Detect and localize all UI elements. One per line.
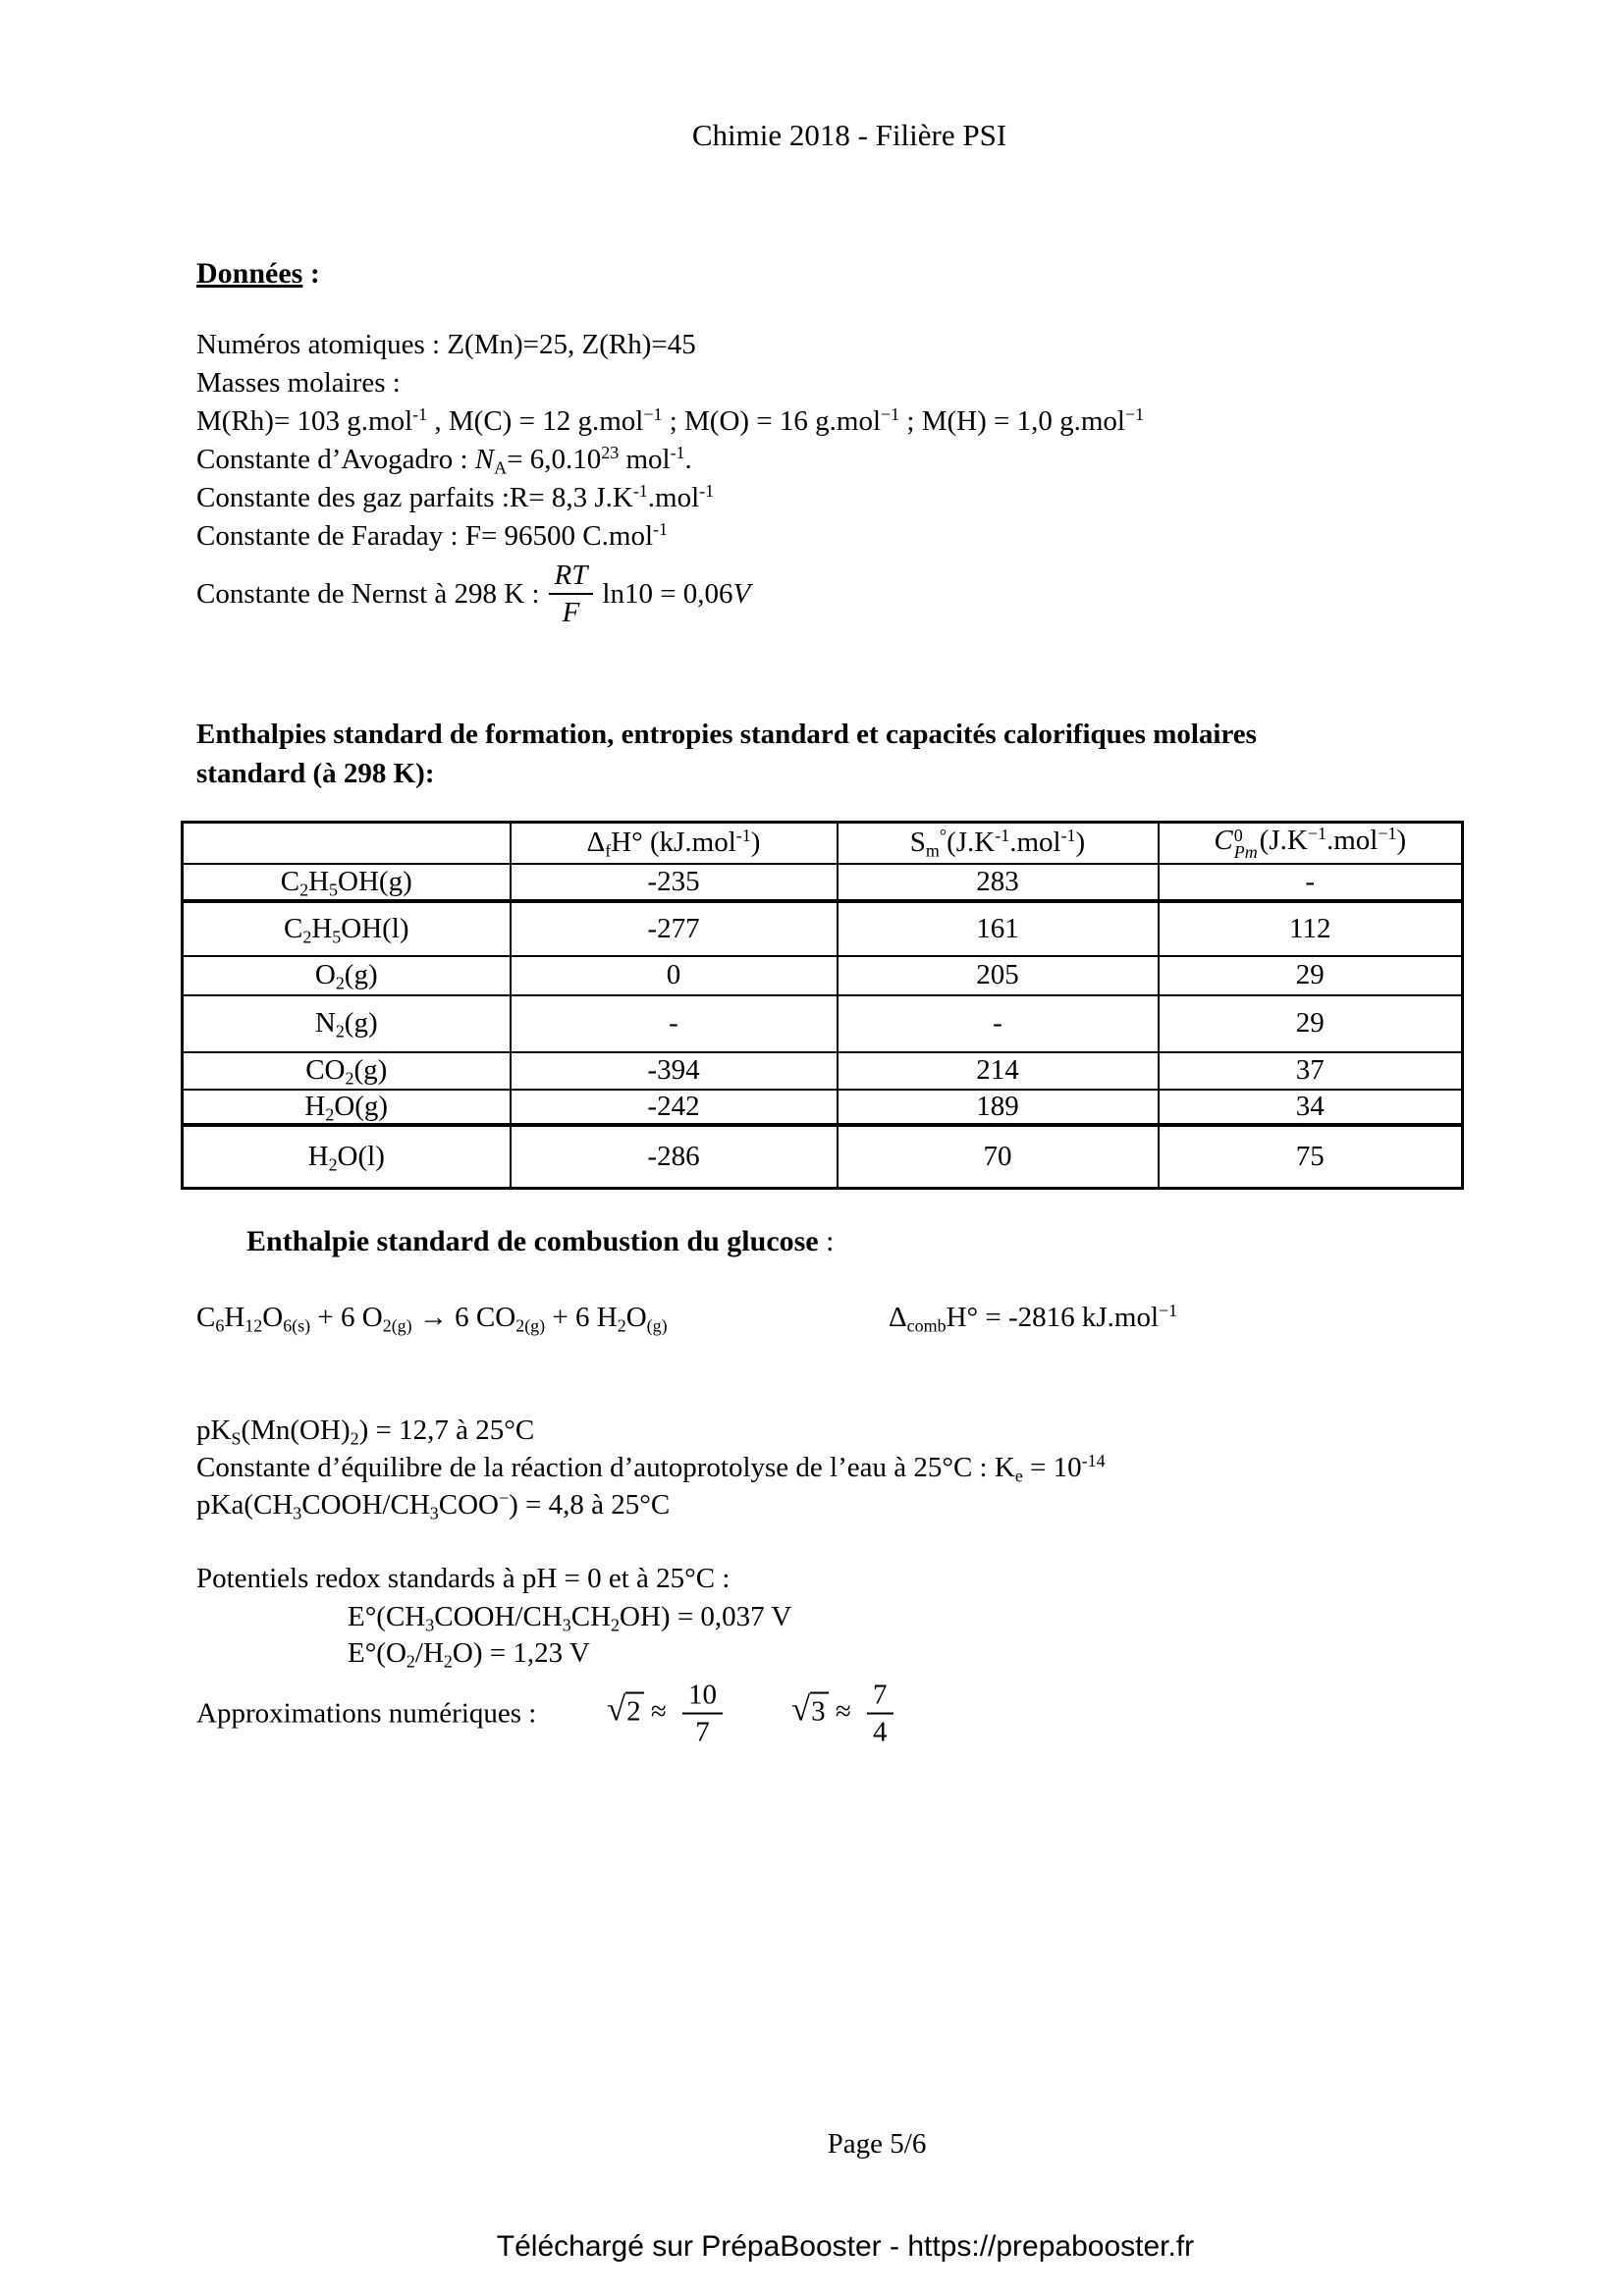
- Cpm-cell: 75: [1159, 1125, 1463, 1189]
- pks-line: $pK_S(Mn(OH)_2) = 12,7$ à 25°C: [196, 1415, 535, 1449]
- species-cell: $C_2H_5OH(l)$: [183, 901, 511, 956]
- enthalpy-section-heading: [196, 715, 1257, 793]
- table-row: [183, 1090, 1463, 1125]
- table-row: [183, 1125, 1463, 1189]
- autoprotolysis-line: Constante d’équilibre de la réaction d’autoprotolyse de l’eau à 25°C : $K_e = 10^{-14}$: [196, 1451, 1106, 1486]
- Cpm-cell: 37: [1159, 1052, 1463, 1090]
- enthalpy-heading-line1: Enthalpies standard de formation, entropies standard et capacités calorifiques molaires: [196, 719, 1257, 750]
- dfH-cell: -235: [511, 864, 838, 901]
- Cpm-cell: 29: [1159, 956, 1463, 995]
- header-Sm: $S_m^\circ(J.K^{-1}.mol^{-1})$: [838, 823, 1159, 864]
- nernst-unit: V: [732, 577, 751, 610]
- Sm-cell: 205: [838, 956, 1159, 995]
- species-cell: $CO_2(g)$: [183, 1052, 511, 1090]
- dfH-cell: -277: [511, 901, 838, 956]
- header-dfH: $\Delta_fH^\circ$ (kJ.mol$^{-1}$): [511, 823, 838, 864]
- nernst-line: [196, 556, 750, 632]
- Cpm-cell: 34: [1159, 1090, 1463, 1125]
- page-title: Chimie 2018 - Filière PSI: [691, 118, 1007, 152]
- approximations-label: Approximations numériques :: [196, 1697, 537, 1730]
- dfH-cell: -242: [511, 1090, 838, 1125]
- fraction-denominator: 4: [873, 1717, 888, 1748]
- fraction-denominator: 7: [695, 1717, 710, 1748]
- download-footer: Téléchargé sur PrépaBooster - https://prepabooster.fr: [496, 2230, 1195, 2263]
- table-row: [183, 864, 1463, 901]
- redox-potential-oxygen: $E^\circ(O_2/H_2O) = 1,23$ V: [348, 1637, 590, 1672]
- nernst-fraction-numerator: RT: [549, 560, 594, 595]
- dfH-cell: -394: [511, 1052, 838, 1090]
- pka-line: $pKa(CH_3COOH/CH_3COO^-) = 4,8$ à 25°C: [196, 1488, 671, 1523]
- table-header-row: [183, 823, 1463, 864]
- Sm-cell: 214: [838, 1052, 1159, 1090]
- Cpm-cell: 112: [1159, 901, 1463, 956]
- species-cell: $N_2(g)$: [183, 995, 511, 1052]
- species-cell: $H_2O(g)$: [183, 1090, 511, 1125]
- constants-line-faraday: Constante de Faraday : F= 96500 C.mol$^{-1}$: [196, 519, 668, 552]
- equilibria-block: [196, 1412, 1106, 1523]
- Sm-cell: -: [838, 995, 1159, 1052]
- approx-relation: ≈: [835, 1695, 851, 1728]
- Sm-cell: 70: [838, 1125, 1159, 1189]
- redox-block: [348, 1599, 791, 1672]
- glucose-heading: [246, 1225, 834, 1258]
- dfH-cell: 0: [511, 956, 838, 995]
- combustion-equation: $C_6H_{12}O_{6(s)} + 6$ $O_{2(g)} \to 6$ $CO_{2(g)} + 6$ $H_2O_{(g)}$: [196, 1302, 668, 1336]
- sqrt2-expression: √2: [607, 1696, 644, 1728]
- fraction-numerator: 7: [867, 1680, 893, 1715]
- radical-icon: √: [607, 1689, 626, 1729]
- sqrt3-expression: √3: [791, 1696, 829, 1728]
- approximations-line: [196, 1673, 1080, 1755]
- table-row: [183, 1052, 1463, 1090]
- donnees-heading: [196, 257, 320, 291]
- Sm-cell: 283: [838, 864, 1159, 901]
- Sm-cell: 161: [838, 901, 1159, 956]
- Cpm-cell: -: [1159, 864, 1463, 901]
- sqrt2-fraction: [682, 1680, 723, 1749]
- table-row: [183, 995, 1463, 1052]
- glucose-heading-colon: :: [818, 1225, 835, 1257]
- radical-icon: √: [791, 1689, 811, 1729]
- constants-line-atomic-numbers: Numéros atomiques : Z(Mn)=25, Z(Rh)=45: [196, 329, 696, 360]
- fraction-numerator: 10: [682, 1680, 723, 1715]
- approximation-sqrt3: [791, 1680, 902, 1749]
- table-row: [183, 901, 1463, 956]
- nernst-fraction: [549, 560, 594, 629]
- Cpm-cell: 29: [1159, 995, 1463, 1052]
- glucose-heading-bold: Enthalpie standard de combustion du glucose: [246, 1225, 819, 1257]
- nernst-prefix: Constante de Nernst à 298 K :: [196, 577, 540, 610]
- species-cell: $O_2(g)$: [183, 956, 511, 995]
- nernst-suffix: ln10 = 0,06: [602, 577, 733, 610]
- redox-intro: Potentiels redox standards à pH = 0 et à 25°C :: [196, 1563, 731, 1594]
- header-species: [183, 823, 511, 864]
- table-row: [183, 956, 1463, 995]
- nernst-fraction-denominator: F: [562, 597, 580, 628]
- Sm-cell: 189: [838, 1090, 1159, 1125]
- species-cell: $C_2H_5OH(g)$: [183, 864, 511, 901]
- redox-potential-acetic: $E^\circ(CH_3COOH/CH_3CH_2OH) = 0,037$ V: [348, 1601, 792, 1635]
- donnees-label: Données: [196, 257, 303, 290]
- species-cell: $H_2O(l)$: [183, 1125, 511, 1189]
- thermodynamic-data-table: [181, 821, 1464, 1190]
- sqrt3-fraction: [867, 1680, 893, 1749]
- dfH-cell: -286: [511, 1125, 838, 1189]
- constants-block: [196, 326, 1144, 556]
- dfH-cell: -: [511, 995, 838, 1052]
- combustion-enthalpy-value: $\Delta_{comb}H^\circ = -2816$ kJ.mol$^{-1}$: [889, 1301, 1178, 1336]
- approximation-sqrt2: [607, 1680, 731, 1749]
- constants-line-molar-masses: M(Rh)= 103 g.mol$^{-1}$ , M(C) = 12 g.mol$^{-1}$ ; M(O) = 16 g.mol$^{-1}$ ; M(H) = 1,0 g.mol$^{-1}$: [196, 404, 1145, 437]
- donnees-colon: :: [302, 257, 320, 290]
- approx-relation: ≈: [650, 1695, 667, 1728]
- page-number: Page 5/6: [827, 2128, 927, 2160]
- header-Cpm: C 0 Pm $(J.K^{-1}.mol^{-1})$: [1159, 823, 1463, 864]
- constants-line-avogadro: Constante d’Avogadro : $N_A= 6,0.10^{23}$ mol$^{-1}$.: [196, 443, 692, 478]
- enthalpy-heading-line2: standard (à 298 K):: [196, 758, 435, 789]
- constants-line-gas-constant: Constante des gaz parfaits :R= 8,3 $J.K^{-1}.mol^{-1}$: [196, 481, 715, 513]
- constants-line-molar-masses-label: Masses molaires :: [196, 367, 401, 399]
